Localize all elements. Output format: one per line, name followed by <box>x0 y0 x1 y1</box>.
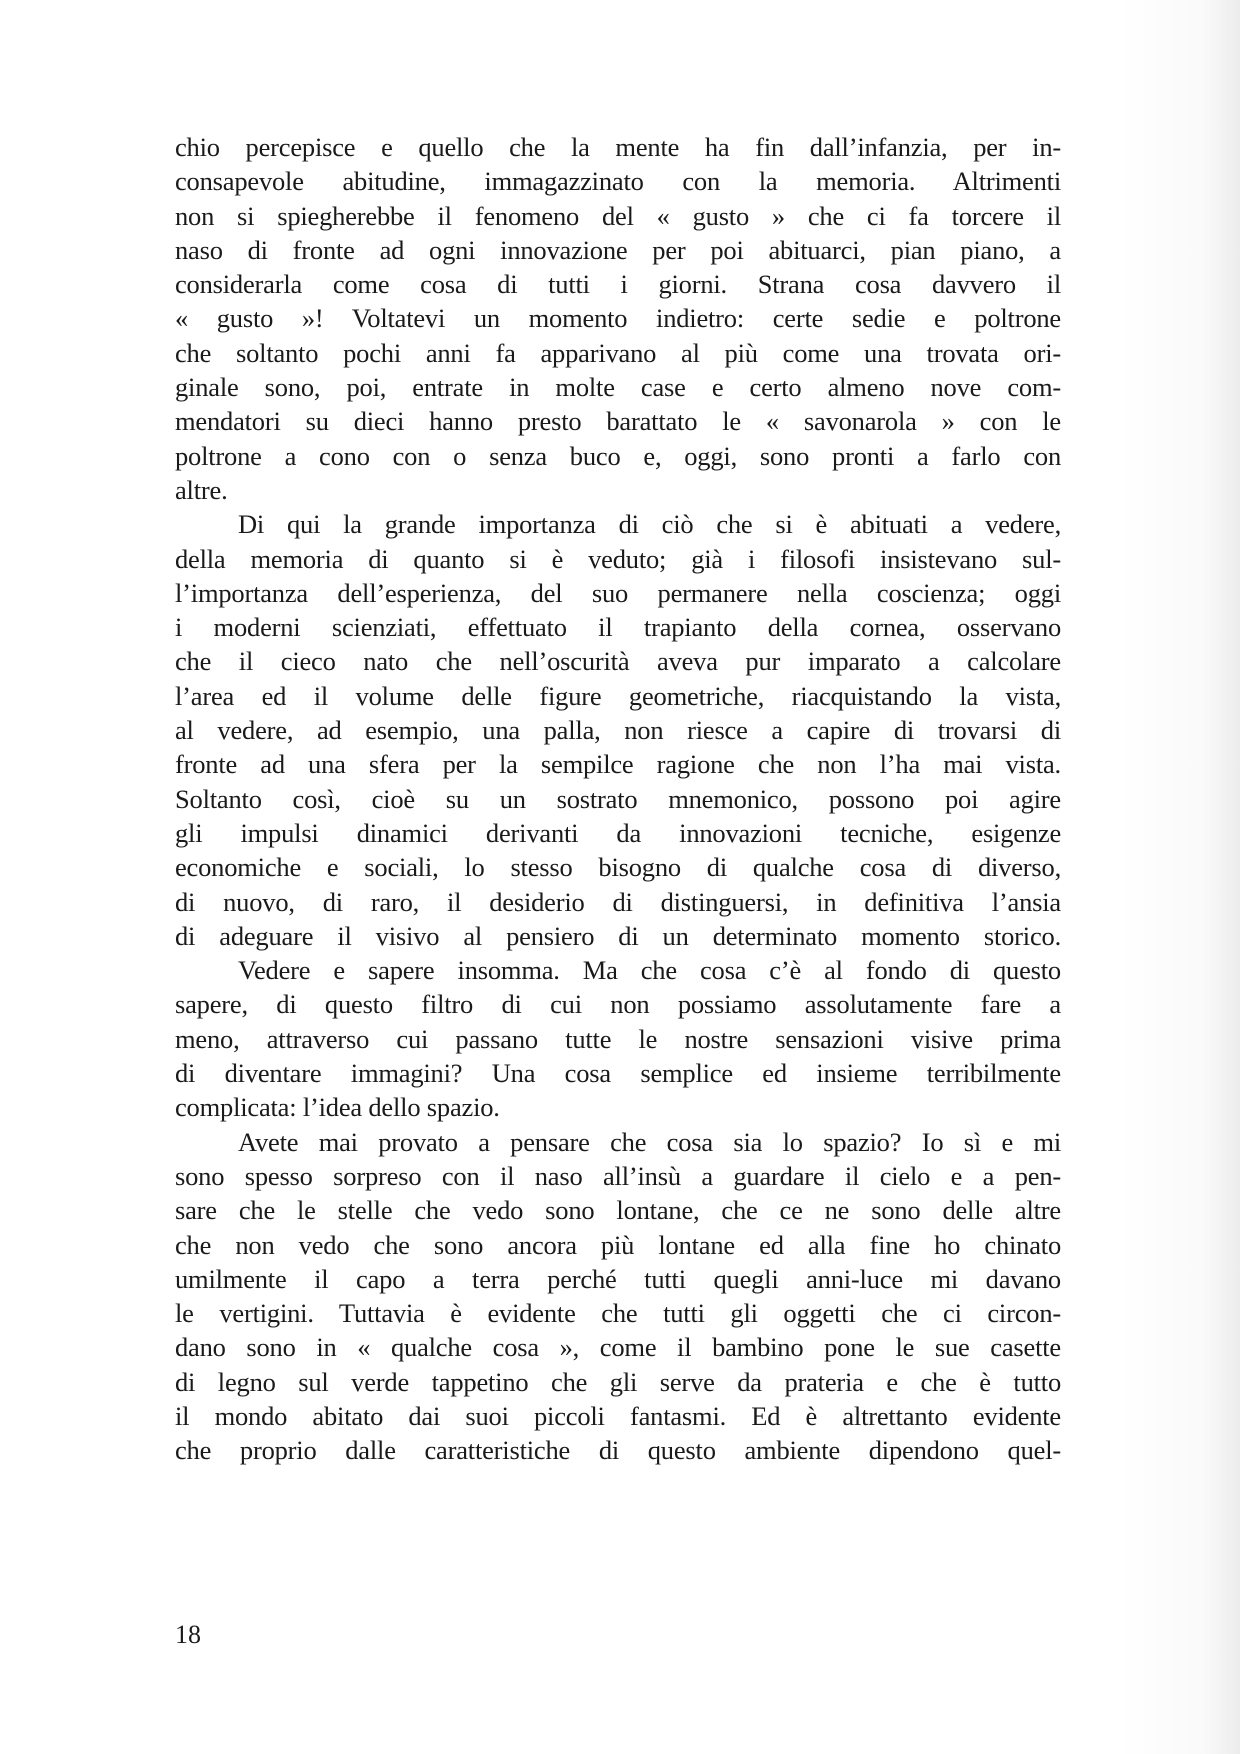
text-line: sono spesso sorpreso con il naso all’insù a guardare il cielo e a pen- <box>175 1160 1061 1191</box>
text-line: meno, attraverso cui passano tutte le nostre sensazioni visive prima <box>175 1023 1061 1054</box>
text-line: Soltanto così, cioè su un sostrato mnemonico, possono poi agire <box>175 783 1061 814</box>
text-line: fronte ad una sfera per la sempilce ragione che non l’ha mai vista. <box>175 749 1061 780</box>
text-line: della memoria di quanto si è veduto; già i filosofi insistevano sul- <box>175 543 1061 574</box>
text-line: altre. <box>175 474 228 505</box>
text-line: economiche e sociali, lo stesso bisogno di qualche cosa di diverso, <box>175 852 1061 883</box>
text-line: di adeguare il visivo al pensiero di un determinato momento storico. <box>175 920 1061 951</box>
text-line: « gusto »! Voltatevi un momento indietro: certe sedie e poltrone <box>175 303 1061 334</box>
text-line: di nuovo, di raro, il desiderio di distinguersi, in definitiva l’ansia <box>175 886 1061 917</box>
text-line: di diventare immagini? Una cosa semplice ed insieme terribilmente <box>175 1058 1061 1089</box>
text-line: di legno sul verde tappetino che gli serve da prateria e che è tutto <box>175 1366 1061 1397</box>
paragraph <box>175 130 1061 507</box>
text-line: che il cieco nato che nell’oscurità aveva pur imparato a calcolare <box>175 646 1061 677</box>
text-line: chio percepisce e quello che la mente ha fin dall’infanzia, per in- <box>175 132 1061 162</box>
text-line: i moderni scienziati, effettuato il trapianto della cornea, osservano <box>175 612 1061 643</box>
text-line: il mondo abitato dai suoi piccoli fantasmi. Ed è altrettanto evidente <box>175 1400 1061 1431</box>
text-line: non si spiegherebbe il fenomeno del « gusto » che ci fa torcere il <box>175 200 1061 231</box>
paragraph <box>175 507 1061 953</box>
text-line: Di qui la grande importanza di ciò che si è abituati a vedere, <box>238 509 1061 540</box>
text-line: che soltanto pochi anni fa apparivano al più come una trovata ori- <box>175 337 1061 368</box>
text-line: sare che le stelle che vedo sono lontane, che ce ne sono delle altre <box>175 1195 1061 1226</box>
text-line: l’area ed il volume delle figure geometriche, riacquistando la vista, <box>175 680 1061 711</box>
text-line: poltrone a cono con o senza buco e, oggi, sono pronti a farlo con <box>175 440 1061 471</box>
text-line: dano sono in « qualche cosa », come il bambino pone le sue casette <box>175 1332 1061 1363</box>
text-line: sapere, di questo filtro di cui non possiamo assolutamente fare a <box>175 989 1061 1020</box>
text-line: gli impulsi dinamici derivanti da innovazioni tecniche, esigenze <box>175 817 1061 848</box>
text-line: consapevole abitudine, immagazzinato con la memoria. Altrimenti <box>175 166 1061 197</box>
text-line: naso di fronte ad ogni innovazione per poi abituarci, pian piano, a <box>175 234 1061 265</box>
page-edge-shadow <box>1120 0 1240 1754</box>
text-line: Avete mai provato a pensare che cosa sia lo spazio? Io sì e mi <box>238 1126 1061 1157</box>
text-line: considerarla come cosa di tutti i giorni. Strana cosa davvero il <box>175 269 1061 300</box>
paragraph <box>175 1125 1061 1468</box>
text-line: l’importanza dell’esperienza, del suo permanere nella coscienza; oggi <box>175 577 1061 608</box>
page-body <box>175 130 1061 1468</box>
text-line: che non vedo che sono ancora più lontane ed alla fine ho chinato <box>175 1229 1061 1260</box>
text-line: umilmente il capo a terra perché tutti quegli anni-luce mi davano <box>175 1263 1061 1294</box>
text-line: mendatori su dieci hanno presto barattato le « savonarola » con le <box>175 406 1061 437</box>
text-line: ginale sono, poi, entrate in molte case e certo almeno nove com- <box>175 372 1061 403</box>
paragraph <box>175 953 1061 1124</box>
text-line: Vedere e sapere insomma. Ma che cosa c’è al fondo di questo <box>238 955 1061 986</box>
text-line: le vertigini. Tuttavia è evidente che tutti gli oggetti che ci circon- <box>175 1298 1061 1329</box>
text-line: che proprio dalle caratteristiche di questo ambiente dipendono quel- <box>175 1435 1061 1466</box>
page-number: 18 <box>175 1620 201 1649</box>
text-line: complicata: l’idea dello spazio. <box>175 1092 500 1123</box>
text-line: al vedere, ad esempio, una palla, non riesce a capire di trovarsi di <box>175 715 1061 746</box>
